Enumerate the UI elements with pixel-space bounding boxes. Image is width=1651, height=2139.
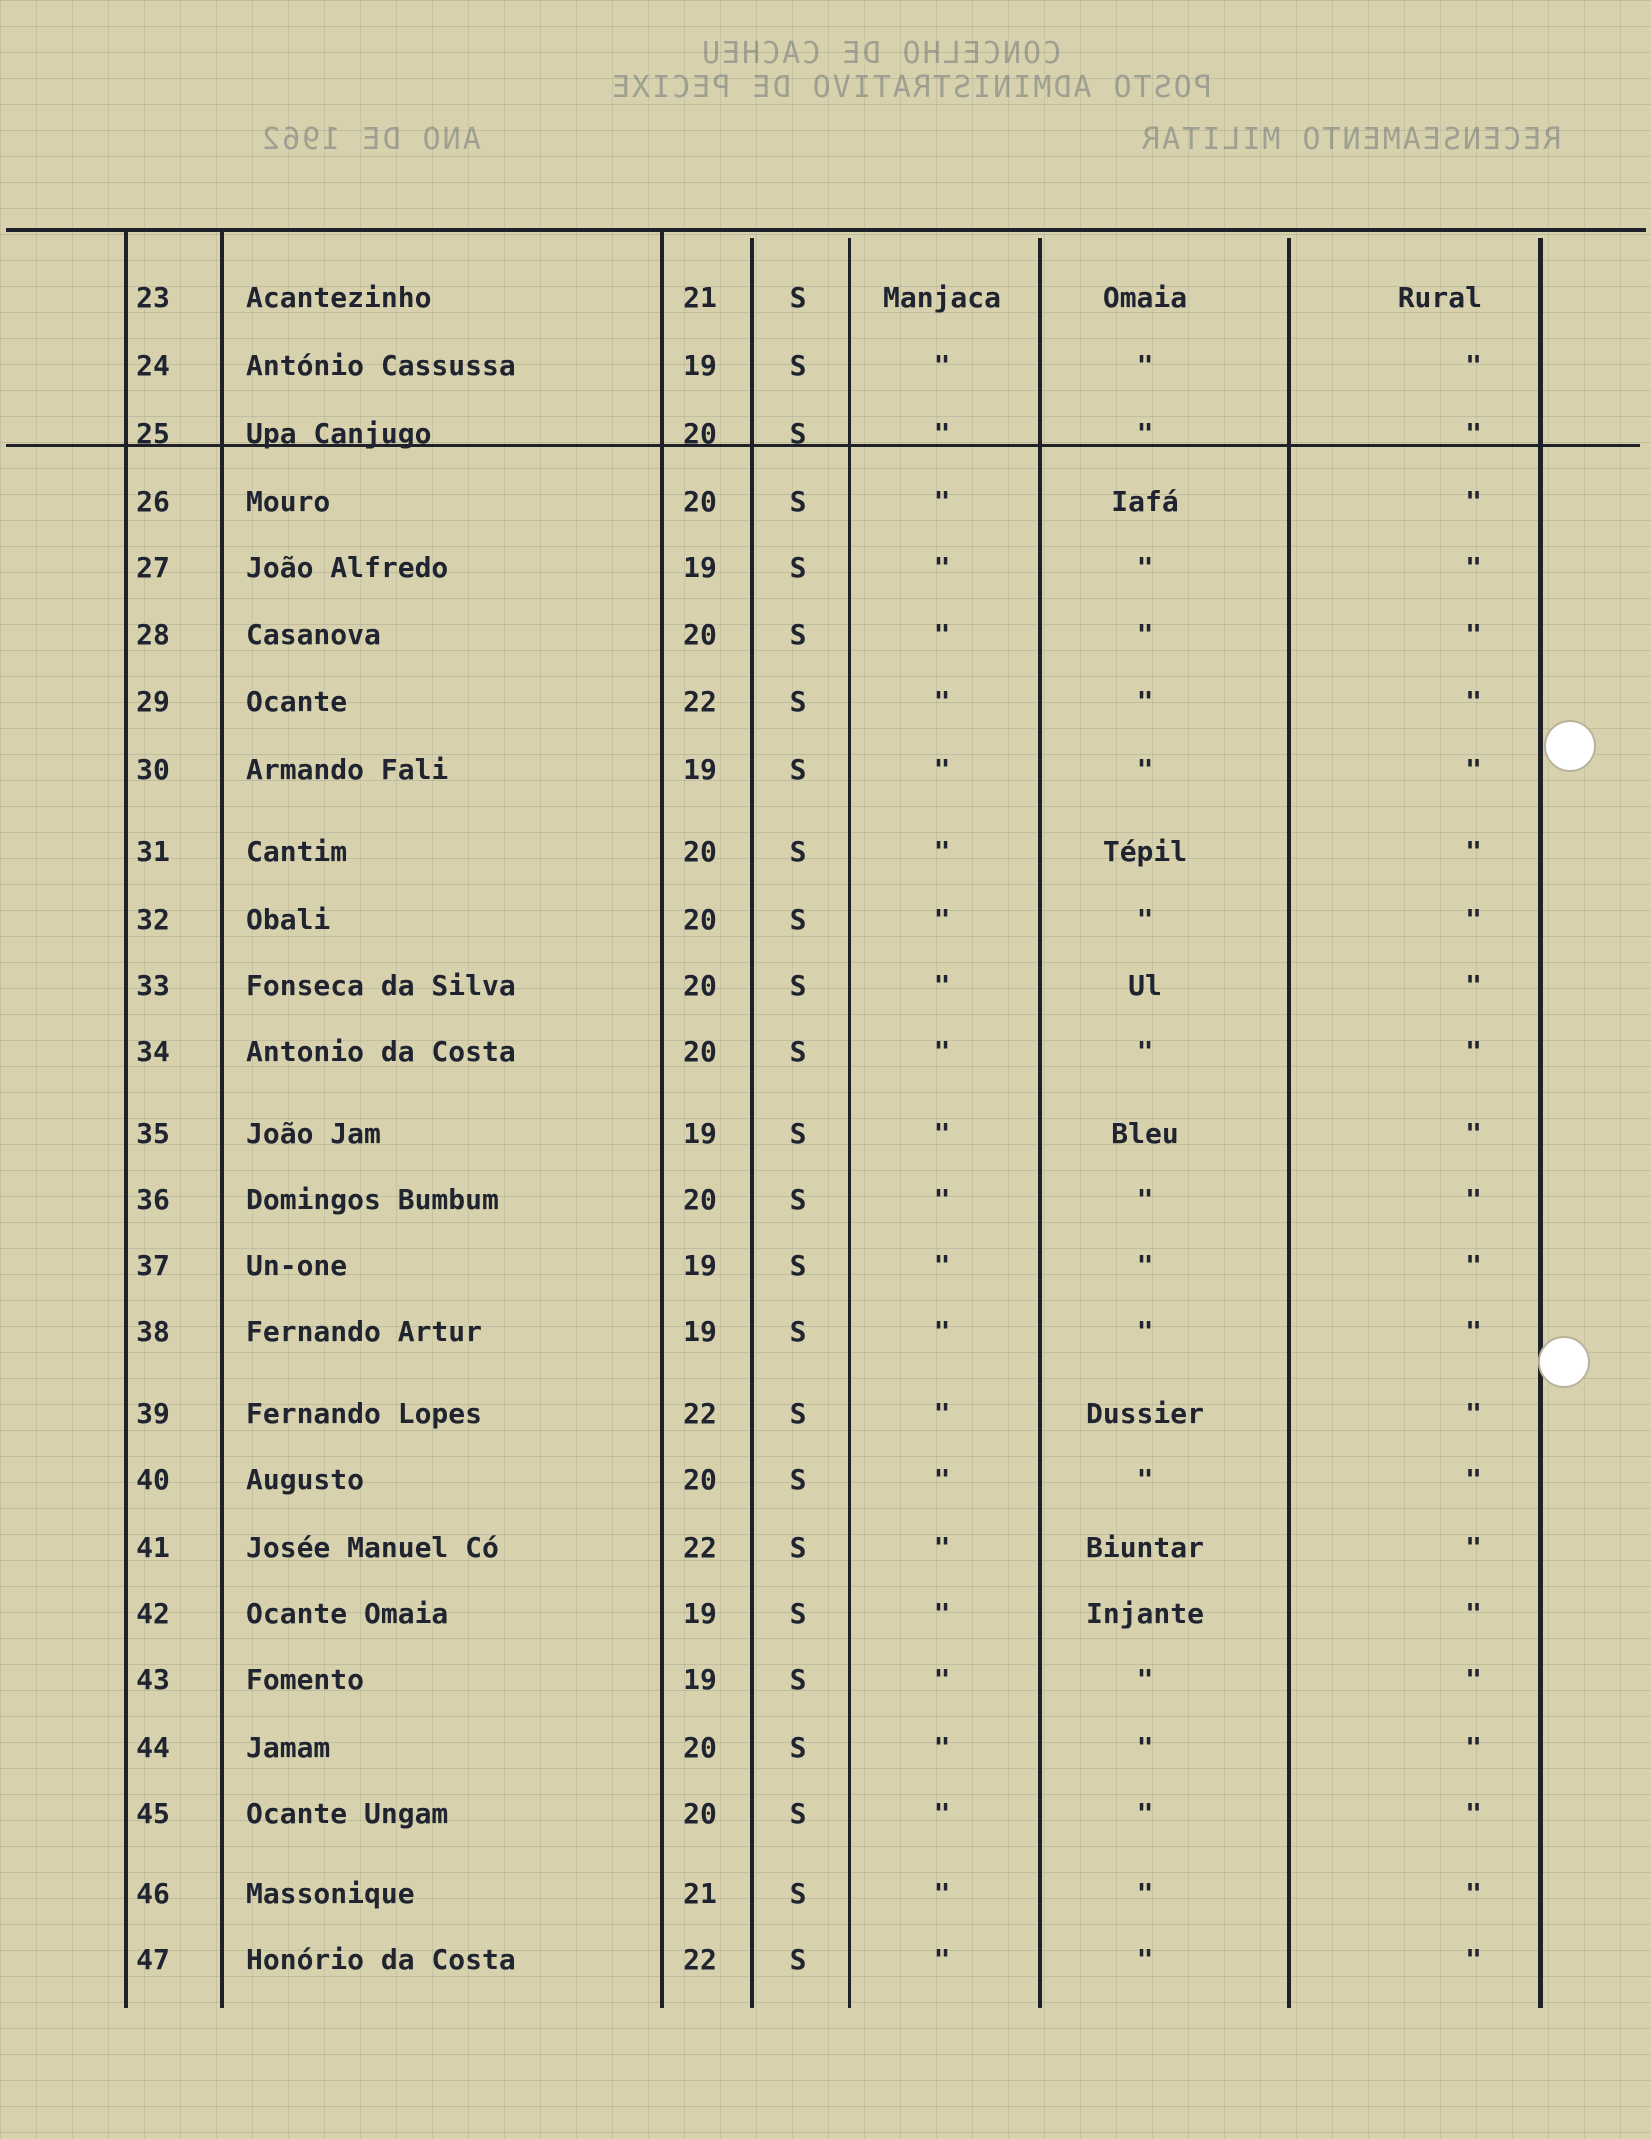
occupation: " (1465, 1731, 1482, 1764)
ethnicity: " (933, 417, 951, 450)
village: " (1136, 1731, 1154, 1764)
table-row (0, 1718, 1651, 1778)
age: 21 (683, 1877, 717, 1910)
person-name: Mouro (246, 485, 331, 518)
row-number: 38 (136, 1315, 170, 1348)
village: " (1136, 1315, 1154, 1348)
occupation: " (1465, 835, 1482, 868)
age: 22 (683, 1397, 717, 1430)
age: 19 (683, 551, 717, 584)
person-name: Fernando Artur (246, 1315, 483, 1348)
civil-status: S (789, 1597, 807, 1630)
table-row (0, 1518, 1651, 1578)
ethnicity: " (933, 485, 951, 518)
row-number: 24 (136, 349, 170, 382)
civil-status: S (789, 1531, 807, 1564)
occupation: " (1465, 1035, 1482, 1068)
row-number: 32 (136, 903, 170, 936)
occupation: " (1465, 1531, 1482, 1564)
age: 20 (683, 1463, 717, 1496)
village: Tépil (1102, 835, 1188, 868)
row-number: 31 (136, 835, 170, 868)
ethnicity: " (933, 1249, 951, 1282)
village: Omaia (1102, 281, 1188, 314)
civil-status: S (789, 1315, 807, 1348)
village: " (1136, 1249, 1154, 1282)
ethnicity: " (933, 1315, 951, 1348)
occupation: " (1465, 618, 1482, 651)
table-row (0, 1104, 1651, 1164)
village: " (1136, 1877, 1154, 1910)
table-row (0, 538, 1651, 598)
table-row (0, 1302, 1651, 1362)
occupation: " (1465, 349, 1482, 382)
person-name: Fonseca da Silva (246, 969, 516, 1002)
ethnicity: " (933, 1663, 951, 1696)
age: 20 (683, 903, 717, 936)
occupation: " (1465, 1249, 1482, 1282)
row-number: 37 (136, 1249, 170, 1282)
occupation: " (1465, 903, 1482, 936)
village: " (1136, 903, 1154, 936)
age: 20 (683, 969, 717, 1002)
ethnicity: " (933, 1797, 951, 1830)
row-number: 47 (136, 1943, 170, 1976)
person-name: Obali (246, 903, 331, 936)
ethnicity: " (933, 1531, 951, 1564)
occupation: " (1465, 1597, 1482, 1630)
row-number: 44 (136, 1731, 170, 1764)
row-number: 35 (136, 1117, 170, 1150)
village: " (1136, 349, 1154, 382)
table-row (0, 1170, 1651, 1230)
row-number: 26 (136, 485, 170, 518)
civil-status: S (789, 835, 807, 868)
person-name: Un-one (246, 1249, 348, 1282)
age: 20 (683, 1035, 717, 1068)
age: 21 (683, 281, 717, 314)
ethnicity: " (933, 1597, 951, 1630)
civil-status: S (789, 551, 807, 584)
row-number: 40 (136, 1463, 170, 1496)
row-number: 41 (136, 1531, 170, 1564)
age: 20 (683, 618, 717, 651)
row-number: 46 (136, 1877, 170, 1910)
person-name: Cantim (246, 835, 348, 868)
ethnicity: " (933, 1117, 951, 1150)
civil-status: S (789, 1035, 807, 1068)
occupation: " (1465, 1877, 1482, 1910)
row-number: 33 (136, 969, 170, 1002)
row-number: 34 (136, 1035, 170, 1068)
village: " (1136, 551, 1154, 584)
occupation: " (1465, 1463, 1482, 1496)
ethnicity: " (933, 1731, 951, 1764)
occupation: " (1465, 1943, 1482, 1976)
table-row (0, 672, 1651, 732)
occupation: " (1465, 417, 1482, 450)
bleed-through-left: ANO DE 1962 (260, 122, 481, 157)
ethnicity: " (933, 349, 951, 382)
row-number: 25 (136, 417, 170, 450)
village: " (1136, 1463, 1154, 1496)
person-name: Upa Canjugo (246, 417, 432, 450)
occupation: " (1465, 1183, 1482, 1216)
village: " (1136, 1943, 1154, 1976)
person-name: Ocante (246, 685, 348, 718)
age: 22 (683, 1531, 717, 1564)
person-name: Casanova (246, 618, 381, 651)
table-row (0, 1864, 1651, 1924)
age: 19 (683, 1249, 717, 1282)
village: " (1136, 1035, 1154, 1068)
table-row (0, 956, 1651, 1016)
village: Dussier (1085, 1397, 1204, 1430)
occupation: " (1465, 1397, 1482, 1430)
row-number: 42 (136, 1597, 170, 1630)
person-name: Augusto (246, 1463, 365, 1496)
occupation: " (1465, 1315, 1482, 1348)
person-name: Antonio da Costa (246, 1035, 516, 1068)
row-number: 43 (136, 1663, 170, 1696)
age: 22 (683, 685, 717, 718)
village: " (1136, 1797, 1154, 1830)
table-row (0, 605, 1651, 665)
occupation: " (1465, 1663, 1482, 1696)
person-name: Josée Manuel Có (246, 1531, 499, 1564)
age: 19 (683, 1315, 717, 1348)
table-row (0, 472, 1651, 532)
civil-status: S (789, 1183, 807, 1216)
bleed-through-line2: POSTO ADMINISTRATIVO DE PECIXE (610, 70, 1212, 105)
person-name: Massonique (246, 1877, 415, 1910)
person-name: João Alfredo (246, 551, 449, 584)
table-row (0, 740, 1651, 800)
table-row (0, 1022, 1651, 1082)
civil-status: S (789, 1943, 807, 1976)
occupation: " (1465, 551, 1482, 584)
occupation: " (1465, 969, 1482, 1002)
civil-status: S (789, 281, 807, 314)
table-row (0, 268, 1651, 328)
bleed-through-right: RECENSEAMENTO MILITAR (1140, 122, 1562, 157)
civil-status: S (789, 417, 807, 450)
ethnicity: " (933, 1183, 951, 1216)
person-name: Fomento (246, 1663, 365, 1696)
ethnicity: " (933, 618, 951, 651)
person-name: Jamam (246, 1731, 331, 1764)
village: " (1136, 417, 1154, 450)
row-number: 39 (136, 1397, 170, 1430)
bleed-through-line1: CONCELHO DE CACHEU (700, 36, 1062, 71)
village: Iafá (1111, 485, 1179, 518)
person-name: Acantezinho (246, 281, 432, 314)
civil-status: S (789, 1877, 807, 1910)
age: 20 (683, 485, 717, 518)
table-row (0, 1236, 1651, 1296)
row-number: 28 (136, 618, 170, 651)
occupation: " (1465, 685, 1482, 718)
age: 19 (683, 1663, 717, 1696)
ethnicity: " (933, 1463, 951, 1496)
civil-status: S (789, 1731, 807, 1764)
row-number: 23 (136, 281, 170, 314)
age: 19 (683, 753, 717, 786)
row-number: 27 (136, 551, 170, 584)
person-name: Honório da Costa (246, 1943, 516, 1976)
ethnicity: " (933, 753, 951, 786)
row-number: 29 (136, 685, 170, 718)
occupation: Rural (1397, 281, 1482, 314)
table-row (0, 1450, 1651, 1510)
row-number: 36 (136, 1183, 170, 1216)
person-name: Ocante Ungam (246, 1797, 449, 1830)
table-row (0, 822, 1651, 882)
age: 20 (683, 1797, 717, 1830)
ethnicity: " (933, 685, 951, 718)
ethnicity: Manjaca (882, 281, 1001, 314)
person-name: Armando Fali (246, 753, 449, 786)
table-row (0, 1384, 1651, 1444)
ethnicity: " (933, 1397, 951, 1430)
village: Injante (1085, 1597, 1204, 1630)
occupation: " (1465, 1117, 1482, 1150)
village: " (1136, 1183, 1154, 1216)
table-row (0, 1930, 1651, 1990)
village: " (1136, 618, 1154, 651)
person-name: João Jam (246, 1117, 381, 1150)
ethnicity: " (933, 1035, 951, 1068)
civil-status: S (789, 1663, 807, 1696)
person-name: Domingos Bumbum (246, 1183, 499, 1216)
civil-status: S (789, 685, 807, 718)
age: 19 (683, 1597, 717, 1630)
village: " (1136, 753, 1154, 786)
age: 20 (683, 1183, 717, 1216)
civil-status: S (789, 1117, 807, 1150)
age: 19 (683, 1117, 717, 1150)
age: 20 (683, 417, 717, 450)
table-row (0, 1584, 1651, 1644)
civil-status: S (789, 618, 807, 651)
civil-status: S (789, 753, 807, 786)
civil-status: S (789, 349, 807, 382)
age: 22 (683, 1943, 717, 1976)
village: " (1136, 685, 1154, 718)
ethnicity: " (933, 1943, 951, 1976)
person-name: Fernando Lopes (246, 1397, 483, 1430)
age: 19 (683, 349, 717, 382)
civil-status: S (789, 1249, 807, 1282)
table-row (0, 890, 1651, 950)
ethnicity: " (933, 969, 951, 1002)
civil-status: S (789, 485, 807, 518)
person-name: António Cassussa (246, 349, 516, 382)
table-row (0, 1784, 1651, 1844)
civil-status: S (789, 1797, 807, 1830)
village: Ul (1128, 969, 1162, 1002)
village: Bleu (1111, 1117, 1179, 1150)
table-row (0, 336, 1651, 396)
person-name: Ocante Omaia (246, 1597, 449, 1630)
row-number: 30 (136, 753, 170, 786)
village: " (1136, 1663, 1154, 1696)
civil-status: S (789, 1397, 807, 1430)
occupation: " (1465, 1797, 1482, 1830)
occupation: " (1465, 485, 1482, 518)
ethnicity: " (933, 903, 951, 936)
row-number: 45 (136, 1797, 170, 1830)
ethnicity: " (933, 1877, 951, 1910)
occupation: " (1465, 753, 1482, 786)
table-row (0, 404, 1651, 464)
age: 20 (683, 1731, 717, 1764)
ethnicity: " (933, 835, 951, 868)
top-rule (6, 228, 1646, 232)
age: 20 (683, 835, 717, 868)
table-row (0, 1650, 1651, 1710)
village: Biuntar (1085, 1531, 1204, 1564)
ethnicity: " (933, 551, 951, 584)
civil-status: S (789, 1463, 807, 1496)
civil-status: S (789, 969, 807, 1002)
civil-status: S (789, 903, 807, 936)
